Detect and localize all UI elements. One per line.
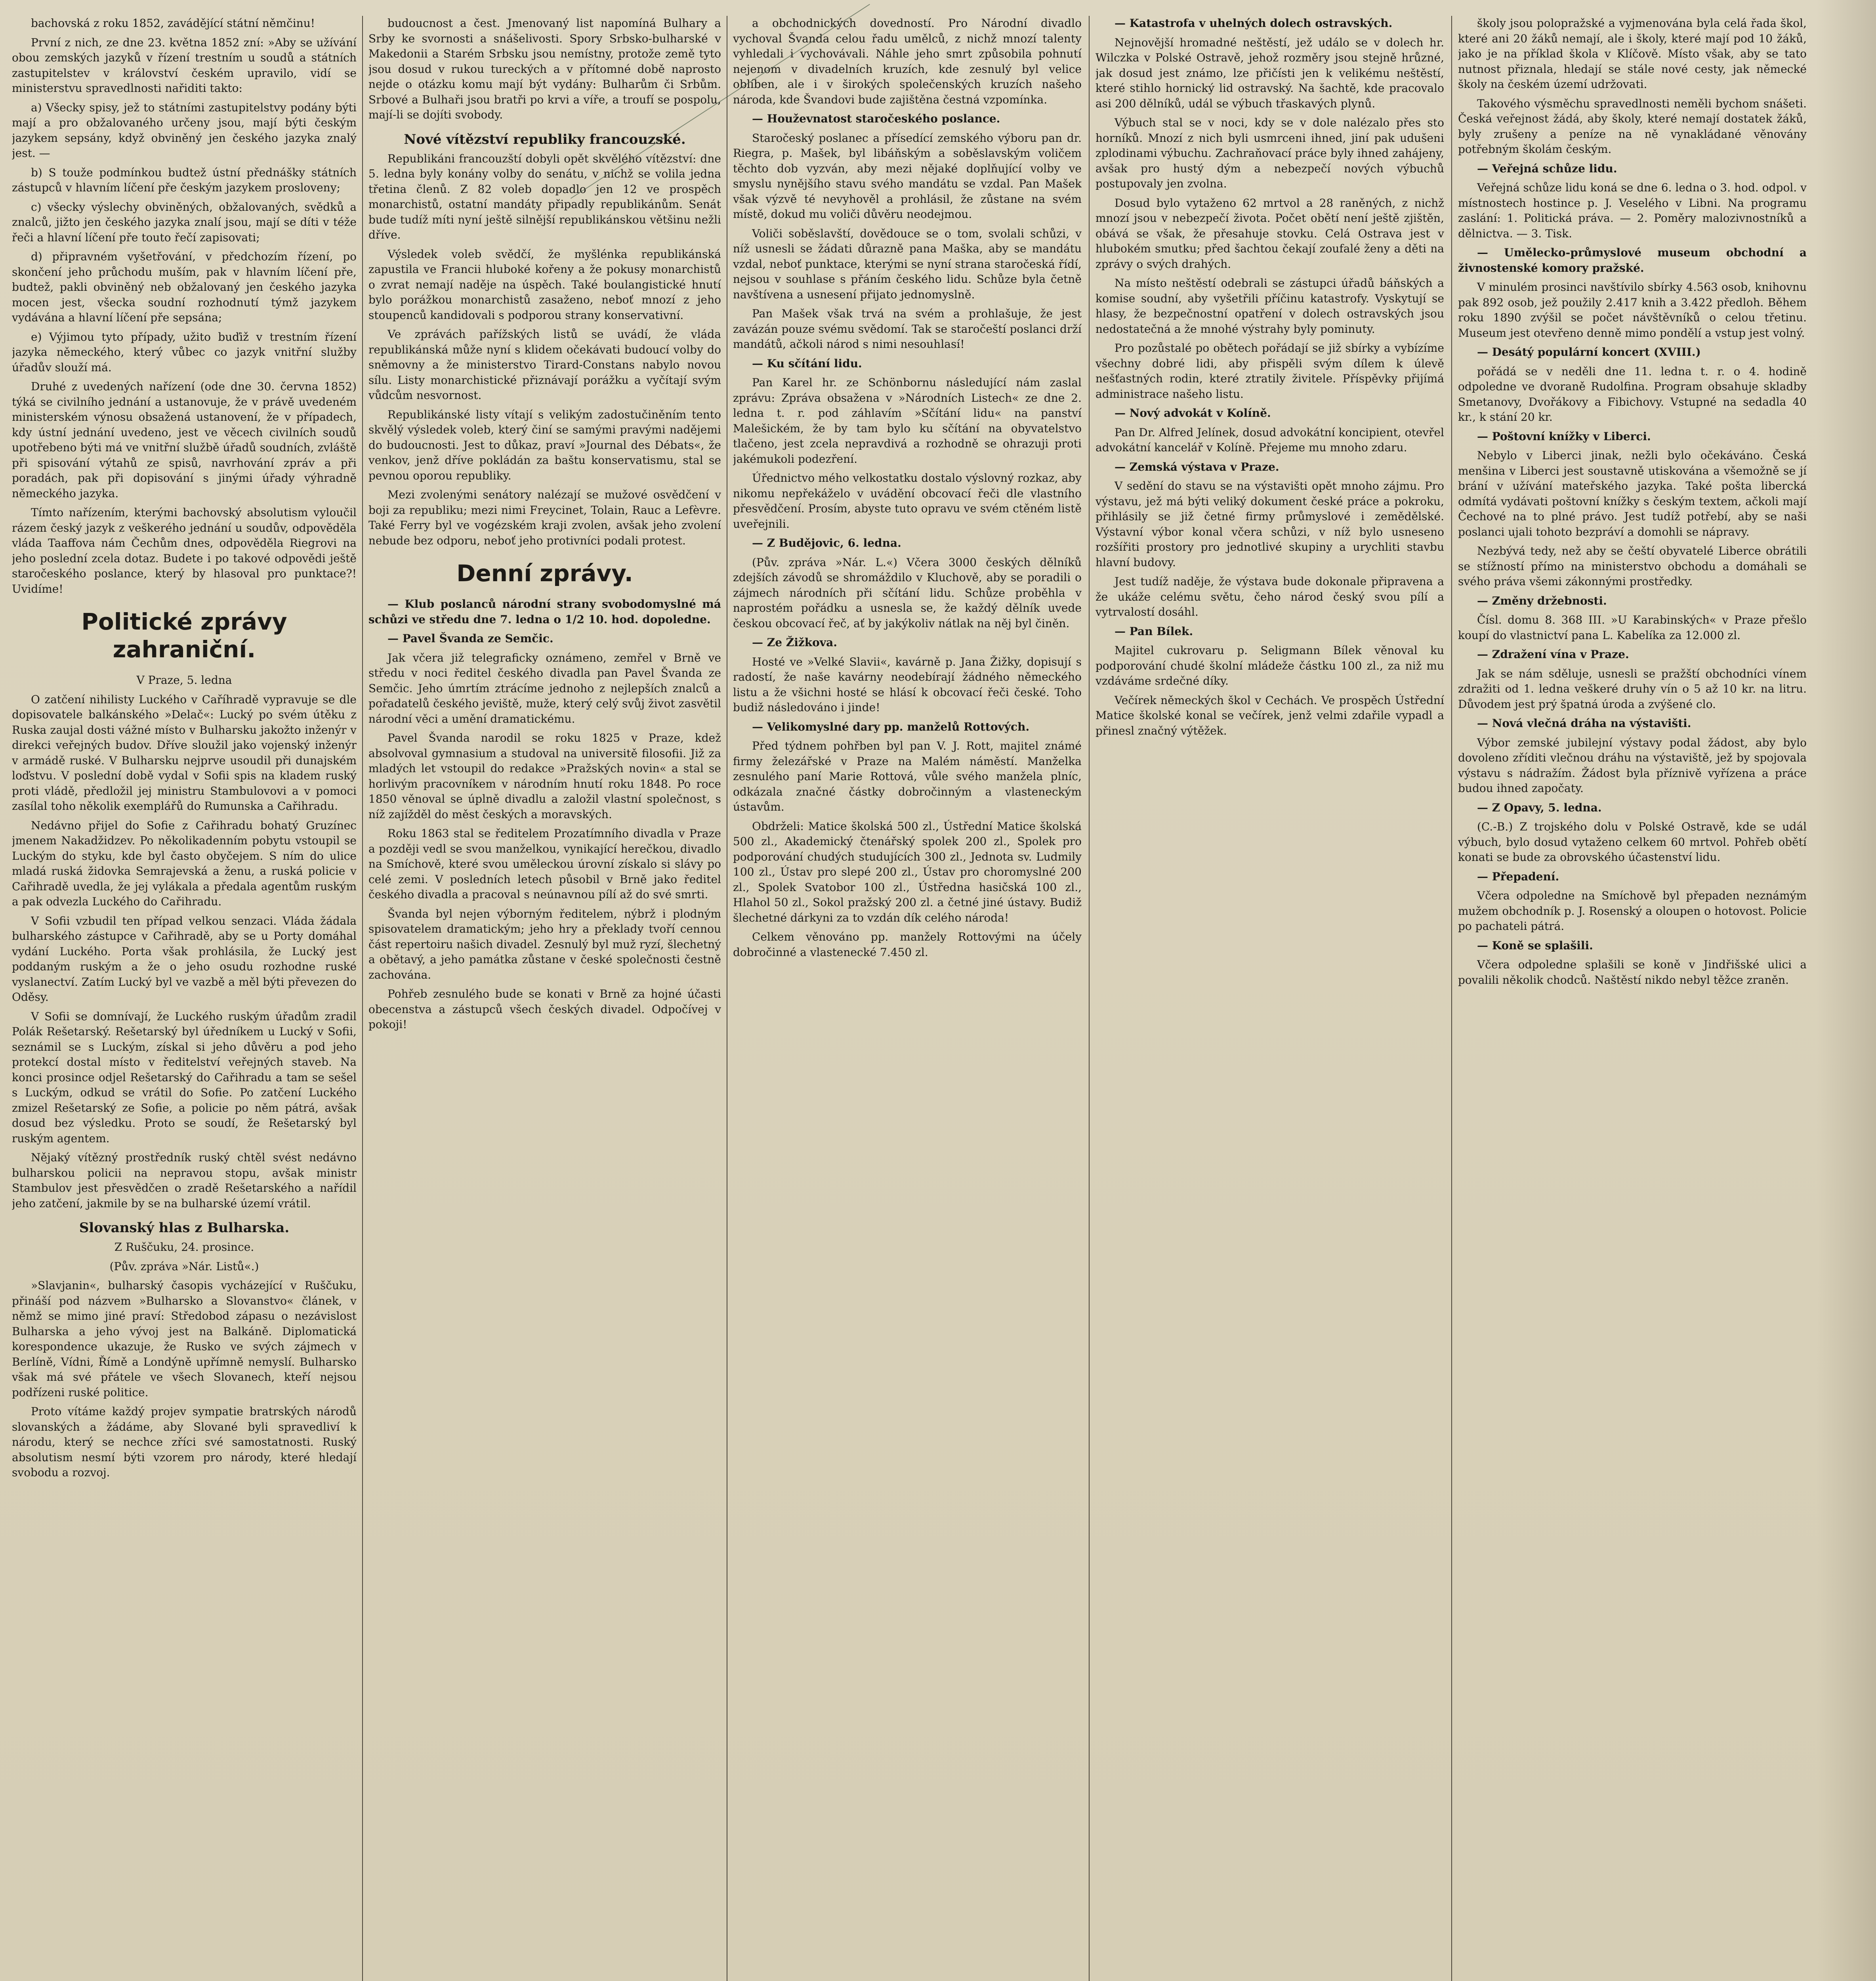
column-divider — [1089, 16, 1090, 1981]
paragraph: První z nich, ze dne 23. května 1852 zní: »Aby se užívání obou zemských jazyků v řízení trestním u soudů a státních zastupitelstev v království českém upravilo, vidí se ministerstvu spravedlnosti nařiditi takto: — [12, 36, 357, 95]
news-item-lead: — Veřejná schůze lidu. — [1477, 162, 1617, 175]
news-item-lead: — Koně se splašili. — [1477, 939, 1593, 952]
paragraph: Pan Karel hr. ze Schönbornu následující nám zaslal zprávu: Zpráva obsažena v »Národních Listech« ze dne 2. ledna t. r. pod záhlavím »Sčítání lidu« na panství Malešickém, že by tam bylo ku sčítání na obyvatelstvo tlačeno, jest zcela nepravdivá a rozhodně se ohrazuji proti jakémukoli podezření. — [733, 376, 1082, 466]
paragraph: e) Výjimou tyto případy, užito buďiž v trestním řízení jazyka německého, který vůbec co jazyk vnitřní služby úřadův slouží má. — [12, 330, 357, 374]
paragraph: školy jsou polopražské a vyjmenována byla celá řada škol, které ani 20 žáků nemají, ale i školy, které mají pod 10 žáků, jako je na příklad škola v Klíčově. Místo však, aby se tato nutnost přiznala, hledají se stále nové cesty, jak německé školy na českém území udržovati. — [1458, 17, 1807, 91]
paragraph: Obdrželi: Matice školská 500 zl., Ústřední Matice školská 500 zl., Akademický čtenářský spolek 200 zl., Spolek pro podporování chudých studujících 300 zl., Jednota sv. Ludmily 100 zl., Ústav pro slepé 200 zl., Ústav pro choromyslné 200 zl., Spolek Svatobor 100 zl., Ústředna hasičská 100 zl., Hlahol 50 zl., Sokol pražský 200 zl. a četné jiné ústavy. Budiž šlechetné dárkyni za to vzdán dík celého národa! — [733, 819, 1082, 924]
article-heading: Nové vítězství republiky francouzské. — [404, 131, 686, 147]
paragraph: Dosud bylo vytaženo 62 mrtvol a 28 raněných, z nichž mnozí jsou v nebezpečí života. Počet obětí není ještě zjištěn, obává se však, že přesahuje stovku. Celá Ostrava jest v hlubokém smutku; před šachtou čekají zoufalé ženy a děti na zprávy o svých drahých. — [1095, 196, 1444, 271]
paragraph: Na místo neštěstí odebrali se zástupci úřadů báňských a komise soudní, aby vyšetřili příčinu katastrofy. Vyskytují se hlasy, že bezpečnostní opatření v dolech ostravských jsou nedostatečná a že mnohé výstrahy byly pominuty. — [1095, 277, 1444, 336]
news-item-lead: — Pan Bílek. — [1115, 624, 1193, 638]
paragraph: Čísl. domu 8. 368 III. »U Karabinských« v Praze přešlo koupí do vlastnictví pana L. Kabelíka za 12.000 zl. — [1458, 613, 1807, 642]
paragraph: Roku 1863 stal se ředitelem Prozatímního divadla v Praze a později vedl se svou manželkou, vynikající herečkou, divadlo na Smíchově, které svou uměleckou úrovní získalo si slávy po celé zemi. V posledních letech působil v Brně jako ředitel českého divadla a pracoval s neúnavnou pílí až do své smrti. — [368, 827, 721, 901]
paragraph: Celkem věnováno pp. manžely Rottovými na účely dobročinné a vlastenecké 7.450 zl. — [733, 930, 1082, 959]
paragraph: Včera odpoledne na Smíchově byl přepaden neznámým mužem obchodník p. J. Rosenský a oloupen o hotovost. Policie po pachateli pátrá. — [1458, 889, 1807, 933]
paragraph: Jak se nám sděluje, usnesli se pražští obchodníci vínem zdražiti od 1. ledna veškeré druhy vín o 5 až 10 kr. na litru. Důvodem jest prý špatná úroda a zvýšené clo. — [1458, 667, 1807, 711]
column-5 — [1458, 16, 1807, 1981]
paragraph: a) Všecky spisy, jež to státními zastupitelstvy podány býti mají a pro obžalovaného určeny jsou, mají býti českým jazykem sepsány, když obviněný jen českého jazyka znalý jest. — — [12, 101, 357, 160]
news-item-lead: — Pavel Švanda ze Semčic. — [387, 632, 553, 645]
column-4 — [1095, 16, 1444, 1981]
paragraph: (Pův. zpráva »Nár. L.«) Včera 3000 českých dělníků zdejších závodů se shromáždilo v Kluchově, aby se poradili o zájmech národních při sčítání lidu. Schůze proběhla v naprostém pořádku a usnesla se, že každý dělník uvede českou obcovací řeč, ať by jakýkoliv nátlak na něj byl činěn. — [733, 555, 1082, 630]
news-item-lead: — Desátý populární koncert (XVIII.) — [1477, 345, 1701, 359]
paragraph: Jak včera již telegraficky oznámeno, zemřel v Brně ve středu v noci ředitel českého divadla pan Pavel Švanda ze Semčic. Jeho úmrtím ztrácíme jednoho z nejlepších znalců a pořadatelů českého jeviště, muže, který celý svůj život zasvětil národní věci a umění dramatickému. — [368, 651, 721, 725]
paragraph: d) připravném vyšetřování, v předchozím řízení, po skončení jeho průchodu muším, pak v hlavním líčení pře, budtež, pakli obviněný neb obžalovaný jen českého jazyka mocen jest, všecka soudní rozhodnutí týmž jazykem vydávána a hlavní líčení pře sepsána; — [12, 250, 357, 324]
paragraph: »Slavjanin«, bulharský časopis vycházející v Ruščuku, přináší pod názvem »Bulharsko a Slovanstvo« článek, v němž se mimo jiné praví: Středobod zápasu o nezávislost Bulharska a jeho vývoj jest na Balkáně. Diplomatická korespondence ukazuje, že Rusko ve svých zájmech v Berlíně, Vídni, Římě a Londýně upřímně nemyslí. Bulharsko však má své přátele ve všech Slovanech, kteří nejsou podřízeni ruské politice. — [12, 1279, 357, 1399]
paragraph: Staročeský poslanec a přísedící zemského výboru pan dr. Riegra, p. Mašek, byl libáňským a soběslavským voličem těchto dob vyzván, aby mezi nějaké doplňující volby ve smyslu nynějšího stavu svého mandátu se vzdal. Pan Mašek však výzvě té nevyhověl a prohlásil, že zůstane na svém místě, dokud mu voliči důvěru neodejmou. — [733, 131, 1082, 221]
paragraph: Před týdnem pohřben byl pan V. J. Rott, majitel známé firmy železářské v Praze na Malém náměstí. Manželka zesnulého paní Marie Rottová, vůle svého manžela plníc, odkázala značné částky dobročinným a vlasteneckým ústavům. — [733, 739, 1082, 813]
dateline: V Praze, 5. ledna — [136, 674, 232, 687]
paragraph: Majitel cukrovaru p. Seligmann Bílek věnoval ku podporování chudé školní mládeže částku 100 zl., za niž mu vzdáváme srdečné díky. — [1095, 644, 1444, 687]
paragraph: Mezi zvolenými senátory nalézají se mužové osvědčení v boji za republiku; mezi nimi Freycinet, Tolain, Rauc a Lefèvre. Také Ferry byl ve vogézském kraji zvolen, avšak jeho zvolení nebude bez odporu, neboť jeho protivníci podali protest. — [368, 488, 721, 547]
paragraph: c) všecky výslechy obviněných, obžalovaných, svědků a znalců, jižto jen českého jazyka znalí jsou, mají se díti v téže řeči a hlavní líčení pře touto řečí zapisovati; — [12, 200, 357, 244]
news-item-lead: — Klub poslanců národní strany svobodomyslné má schůzi ve středu dne 7. ledna o 1/2 10. hod. dopoledne. — [368, 597, 721, 626]
paragraph: Republikánské listy vítají s velikým zadostučiněním tento skvělý výsledek voleb, který činí se samými pravými nadějemi do budoucnosti. Jest to důkaz, praví »Journal des Débats«, že venkov, jenž dříve pokládán za baštu konservatismu, stal se pevnou oporou republiky. — [368, 408, 721, 482]
column-divider — [1451, 16, 1452, 1981]
paragraph: Takového výsměchu spravedlnosti neměli bychom snášeti. Česká veřejnost žádá, aby školy, které nemají dostatek žáků, byly zrušeny a peníze na ně vynakládané věnovány potřebným školám českým. — [1458, 97, 1807, 156]
paragraph: V sedění do stavu se na výstavišti opět mnoho zájmu. Pro výstavu, jež má býti veliký dokument české práce a pokroku, přihlásily se již četné firmy průmyslové i zemědělské. Výstavní výbor konal včera schůzi, v níž bylo usneseno rozšířiti prostory pro jednotlivé skupiny a urychliti stavbu hlavní budovy. — [1095, 479, 1444, 569]
news-item-lead: — Změny držebnosti. — [1477, 594, 1607, 607]
paragraph: pořádá se v neděli dne 11. ledna t. r. o 4. hodině odpoledne ve dvoraně Rudolfina. Program obsahuje skladby Smetanovy, Dvořákovy a Fibichovy. Vstupné na sedadla 40 kr., k stání 20 kr. — [1458, 365, 1807, 424]
news-item-lead: — Nová vlečná dráha na výstavišti. — [1477, 717, 1691, 730]
news-item-lead: — Poštovní knížky v Liberci. — [1477, 429, 1651, 443]
paragraph: Pan Mašek však trvá na svém a prohlašuje, že jest zavázán pouze svému svědomí. Tak se staročeští poslanci drží mandátů, ačkoli národ s nimi nesouhlasí! — [733, 307, 1082, 351]
paragraph: Včera odpoledne splašili se koně v Jindřišské ulici a povalili několik chodců. Naštěstí nikdo nebyl těžce zraněn. — [1458, 958, 1807, 987]
news-item-lead: — Z Budějovic, 6. ledna. — [752, 536, 901, 550]
paragraph: Výbor zemské jubilejní výstavy podal žádost, aby bylo dovoleno zříditi vlečnou dráhu na výstaviště, jež by spojovala výstavu s nádražím. Žádost byla příznivě vyřízena a práce budou ihned započaty. — [1458, 736, 1807, 795]
paragraph: Nedávno přijel do Sofie z Cařihradu bohatý Gruzínec jmenem Nakadžidzev. Po několikadenním pobytu vstoupil se Luckým do styku, kde byl často obyčejem. S ním do ulice mladá ruská židovka Semrajevská a ženu, a ruská policie v Cařihradě uvedla, že jej vylákala a předala agentům ruským a pak odvezla Luckého do Cařihradu. — [12, 819, 357, 908]
dateline: (Pův. zpráva »Nár. Listů«.) — [109, 1260, 259, 1273]
news-item-lead: — Zdražení vína v Praze. — [1477, 648, 1629, 661]
section-heading: Politické zprávy zahraniční. — [81, 608, 287, 663]
news-item-lead: — Ze Žižkova. — [752, 636, 837, 649]
paragraph: V minulém prosinci navštívilo sbírky 4.563 osob, knihovnu pak 892 osob, jež použily 2.417 knih a 3.422 předloh. Během roku 1890 zvýšil se počet návštěvníků o celou třetinu. Museum jest otevřeno denně mimo pondělí a vstup jest volný. — [1458, 281, 1807, 340]
paragraph: Pan Dr. Alfred Jelínek, dosud advokátní koncipient, otevřel advokátní kancelář v Kolíně. Přejeme mu mnoho zdaru. — [1095, 426, 1444, 454]
column-3 — [733, 16, 1082, 1981]
paragraph: O zatčení nihilisty Luckého v Caříhradě vypravuje se dle dopisovatele balkánského »Delač«: Lucký po svém útěku z Ruska zaujal dosti vážné místo v Bulharsku jakožto inženýr v direkci veřejných budov. Dříve sloužil jako vojenský inženýr v armádě ruské. V Bulharsku nejprve usoudil při dunajském loďstvu. V poslední době vydal v Sofii spis na kladem ruský proti vládě, předložil jej ministru Stambulovovi a v pomoci zasílal toho několik exemplářů do Rumunska a Cařihradu. — [12, 693, 357, 813]
news-item-lead: — Velikomyslné dary pp. manželů Rottových. — [752, 720, 1030, 733]
paragraph: Výbuch stal se v noci, kdy se v dole nalézalo přes sto horníků. Mnozí z nich byli usmrceni ihned, jiní pak udušeni zplodinami výbuchu. Zachraňovací práce byly ihned zahájeny, avšak pro hustý dým a nebezpečí nových výbuchů postupovaly jen zvolna. — [1095, 116, 1444, 190]
news-item-lead: — Ku sčítání lidu. — [752, 357, 862, 370]
paragraph: Republikáni francouzští dobyli opět skvělého vítězství: dne 5. ledna byly konány volby do senátu, v nichž se volila jedna třetina členů. Z 82 voleb dopadlo jen 12 ve prospěch monarchistů, ostatní mandáty připadly republikánům. Senát bude tudíž míti nyní ještě silnější republikánskou většinu nežli dříve. — [368, 152, 721, 241]
paragraph: Večírek německých škol v Cechách. Ve prospěch Ústřední Matice školské konal se večírek, jenž velmi zdařile vypadl a přinesl značný výtěžek. — [1095, 693, 1444, 737]
news-item-lead: — Zemská výstava v Praze. — [1115, 460, 1279, 473]
paragraph: a obchodnických dovedností. Pro Národní divadlo vychoval Švanda celou řadu umělců, z nichž mnozí talenty vyhledali i vychovávali. Náhle jeho smrt způsobila pohnutí nejenom v divadelních kruzích, kde zesnulý byl velice oblíben, ale i v širokých společenských kruzích našeho národa, kde Švandovi bude zajištěna čestná vzpomínka. — [733, 17, 1082, 106]
paragraph: Švanda byl nejen výborným ředitelem, nýbrž i plodným spisovatelem dramatickým; jeho hry a překlady tvoří cennou část repertoiru našich divadel. Zesnulý byl muž ryzí, šlechetný a obětavý, a jeho památka zůstane v české společnosti čestně zachována. — [368, 907, 721, 981]
paragraph: V Sofii vzbudil ten případ velkou senzaci. Vláda žádala bulharského zástupce v Cařihradě, aby se u Porty domáhal vydání Luckého. Porta však prohlásila, že Lucký jest poddaným ruským a že o jeho osudu rozhodne ruské vyslanectví. Zatím Lucký byl ve vazbě a měl býti převezen do Oděsy. — [12, 914, 357, 1004]
paragraph: Proto vítáme každý projev sympatie bratrských národů slovanských a žádáme, aby Slované byli spravedliví k národu, který se nechce zříci své samostatnosti. Ruský absolutism nesmí býti vzorem pro národy, které hledají svobodu a rozvoj. — [12, 1405, 357, 1479]
news-item-lead: — Umělecko-průmyslové museum obchodní a živnostenské komory pražské. — [1458, 246, 1807, 275]
paragraph: V Sofii se domnívají, že Luckého ruským úřadům zradil Polák Rešetarský. Rešetarský byl úředníkem u Lucký v Sofii, seznámil se s Luckým, získal si jeho důvěru a pod jeho protekcí dostal místo v ředitelství veřejných staveb. Na konci prosince odjel Rešetarský do Cařihradu a tam se sešel s Luckým, odkud se vrátil do Sofie. Po zatčení Luckého zmizel Rešetarský ze Sofie, a policie po něm pátrá, avšak dosud bez výsledku. Proto se soudí, že Rešetarský byl ruským agentem. — [12, 1010, 357, 1145]
section-heading: Denní zprávy. — [456, 560, 633, 587]
paragraph: Druhé z uvedených nařízení (ode dne 30. června 1852) týká se civilního jednání a ustanovuje, že v právě uvedeném ministerském výnosu obsažená ustanovení, že v případech, kdy ústní jednání uvedeno, jest ve věcech civilních soudů upotřebeno býti má ve vnitřní službě úřadů soudních, zvláště při spisování výtahů ze spisů, navrhování zpráv a při poradách, pak při dopisování s jinými úřady výhradně německého jazyka. — [12, 380, 357, 500]
paragraph: budoucnost a čest. Jmenovaný list napomíná Bulhary a Srby ke svornosti a snášelivosti. Spory Srbsko-bulharské v Makedonii a Starém Srbsku jsou nemístny, protože země tyto jsou dosud v rukou tureckých a v přítomné době naprosto nejde o otázku komu mají být vydány: Bulharům či Srbům. Srbové a Bulhaři jsou bratři po krvi a víře, a troufí se pospolu, mají-li se dojíti svobody. — [368, 17, 721, 121]
news-item-lead: — Přepadení. — [1477, 870, 1559, 883]
paragraph: Nebylo v Liberci jinak, nežli bylo očekáváno. Česká menšina v Liberci jest soustavně utiskována a všemožně se jí brání v užívání mateřského jazyka. Také pošta libercká odmítá vydávati poštovní knížky s českým textem, ačkoli mají Čechové na to plné právo. Jest tudíž potřebí, aby se naši poslanci ujali tohoto bezpráví a domohli se nápravy. — [1458, 449, 1807, 538]
paragraph: (C.-B.) Z trojského dolu v Polské Ostravě, kde se udál výbuch, bylo dosud vytaženo celkem 60 mrtvol. Pohřeb obětí konati se bude za obrovského účastenství lidu. — [1458, 820, 1807, 864]
column-2 — [368, 16, 721, 1981]
paragraph: Nezbývá tedy, než aby se čeští obyvatelé Liberce obrátili se stížností přímo na ministerstvo obchodu a domáhali se svého práva všemi zákonnými prostředky. — [1458, 544, 1807, 588]
paragraph: Veřejná schůze lidu koná se dne 6. ledna o 3. hod. odpol. v místnostech hostince p. J. Veselého v Libni. Na programu zaslání: 1. Politická práva. — 2. Poměry malozivnostníků a dělnictva. — 3. Tisk. — [1458, 181, 1807, 240]
news-item-lead: — Katastrofa v uhelných dolech ostravských. — [1115, 17, 1393, 30]
article-heading: Slovanský hlas z Bulharska. — [79, 1220, 290, 1236]
paragraph: Nejnovější hromadné neštěstí, jež událo se v dolech hr. Wilczka v Polské Ostravě, jehož rozměry jsou stejně hrůzné, jak dosud jest známo, lze přičísti jen k velikému neštěstí, které stihlo hornický lid ostravský. Na šachtě, kde pracovalo asi 200 dělníků, udál se výbuch třaskavých plynů. — [1095, 36, 1444, 110]
paragraph: Výsledek voleb svědčí, že myšlénka republikánská zapustila ve Francii hluboké kořeny a že pokusy monarchistů o zvrat nemají naděje na úspěch. Také boulangistické hnutí bylo porážkou monarchistů zasaženo, neboť mnozí z jeho stoupenců kandidovali s podporou strany konservativní. — [368, 247, 721, 322]
paragraph: Pavel Švanda narodil se roku 1825 v Praze, kdež absolvoval gymnasium a studoval na universitě filosofii. Již za mladých let vstoupil do redakce »Pražských novin« a stal se horlivým pracovníkem v národním hnutí roku 1848. Po roce 1850 věnoval se úplně divadlu a založil vlastní společnost, s níž zajížděl do měst českých a moravských. — [368, 731, 721, 821]
paragraph: Úřednictvo mého velkostatku dostalo výslovný rozkaz, aby nikomu nepřekáželo v uvádění obcovací řeči dle vlastního přesvědčení. Prosím, abyste tuto opravu ve svém ctěném listě uveřejnili. — [733, 471, 1082, 531]
news-item-lead: — Z Opavy, 5. ledna. — [1477, 801, 1602, 814]
news-item-lead: — Houževnatost staročeského poslance. — [752, 112, 1000, 125]
paragraph: Pro pozůstalé po obětech pořádají se již sbírky a vybízíme všechny dobré lidi, aby přispěli svým dílem k úlevě nešťastných rodin, které ztratily živitele. Příspěvky přijímá administrace našeho listu. — [1095, 342, 1444, 401]
paragraph: Hosté ve »Velké Slavii«, kavárně p. Jana Žižky, dopisují s radostí, že naše kavárny neodebírají žádného německého listu a že všichni hosté se hlásí k obcovací řeči české. Toho budiž následováno i jinde! — [733, 655, 1082, 714]
paragraph: Jest tudíž naděje, že výstava bude dokonale připravena a že ukáže celému světu, čeho národ český svou pílí a vytrvalostí dosáhl. — [1095, 575, 1444, 618]
news-item-lead: — Nový advokát v Kolíně. — [1115, 407, 1271, 420]
column-1 — [12, 16, 357, 1981]
paragraph: Ve zprávách pařížských listů se uvádí, že vláda republikánská může nyní s klidem očekávati budoucí volby do sněmovny a že ministerstvo Tirard-Constans nabylo novou sílu. Listy monarchistické přiznávají porážku a vyčítají svým vůdcům nesvornost. — [368, 328, 721, 402]
column-divider — [362, 16, 363, 1981]
paragraph: Pohřeb zesnulého bude se konati v Brně za hojné účasti obecenstva a zástupců všech českých divadel. Odpočívej v pokoji! — [368, 987, 721, 1031]
paragraph: Tímto nařízením, kterými bachovský absolutism vyloučil rázem český jazyk z veškerého jednání u soudův, odpověděla vláda Taaffova nám Čechům dnes, odpověděla Riegrovi na jeho poslední zcela dotaz. Budete i po takové odpovědi ještě staročeského poslance, který by hlasoval pro punktace?! Uvidíme! — [12, 506, 357, 595]
paragraph: Voliči soběslavští, dovědouce se o tom, svolali schůzi, v níž usnesli se žádati důrazně pana Maška, aby se mandátu vzdal, neboť punktace, kterými se nyní strana staročeská řídí, nejsou v souhlase s přáním českého lidu. Schůze byla četně navštívena a usnesení přijato jednomyslně. — [733, 227, 1082, 301]
paragraph: Nějaký vítězný prostředník ruský chtěl svést nedávno bulharskou policii na nepravou stopu, avšak ministr Stambulov jest přesvědčen o zradě Rešetarského a nařídil jeho zatčení, jakmile by se na bulharské území vrátil. — [12, 1151, 357, 1210]
dateline: Z Ruščuku, 24. prosince. — [114, 1241, 254, 1254]
paragraph: b) S touže podmínkou budtež ústní přednášky státních zástupců v hlavním líčení pře českým jazykem prosloveny; — [12, 166, 357, 194]
paragraph: bachovská z roku 1852, zavádějící státní němčinu! — [31, 17, 315, 30]
page-edge-shadow — [1817, 0, 1876, 1981]
